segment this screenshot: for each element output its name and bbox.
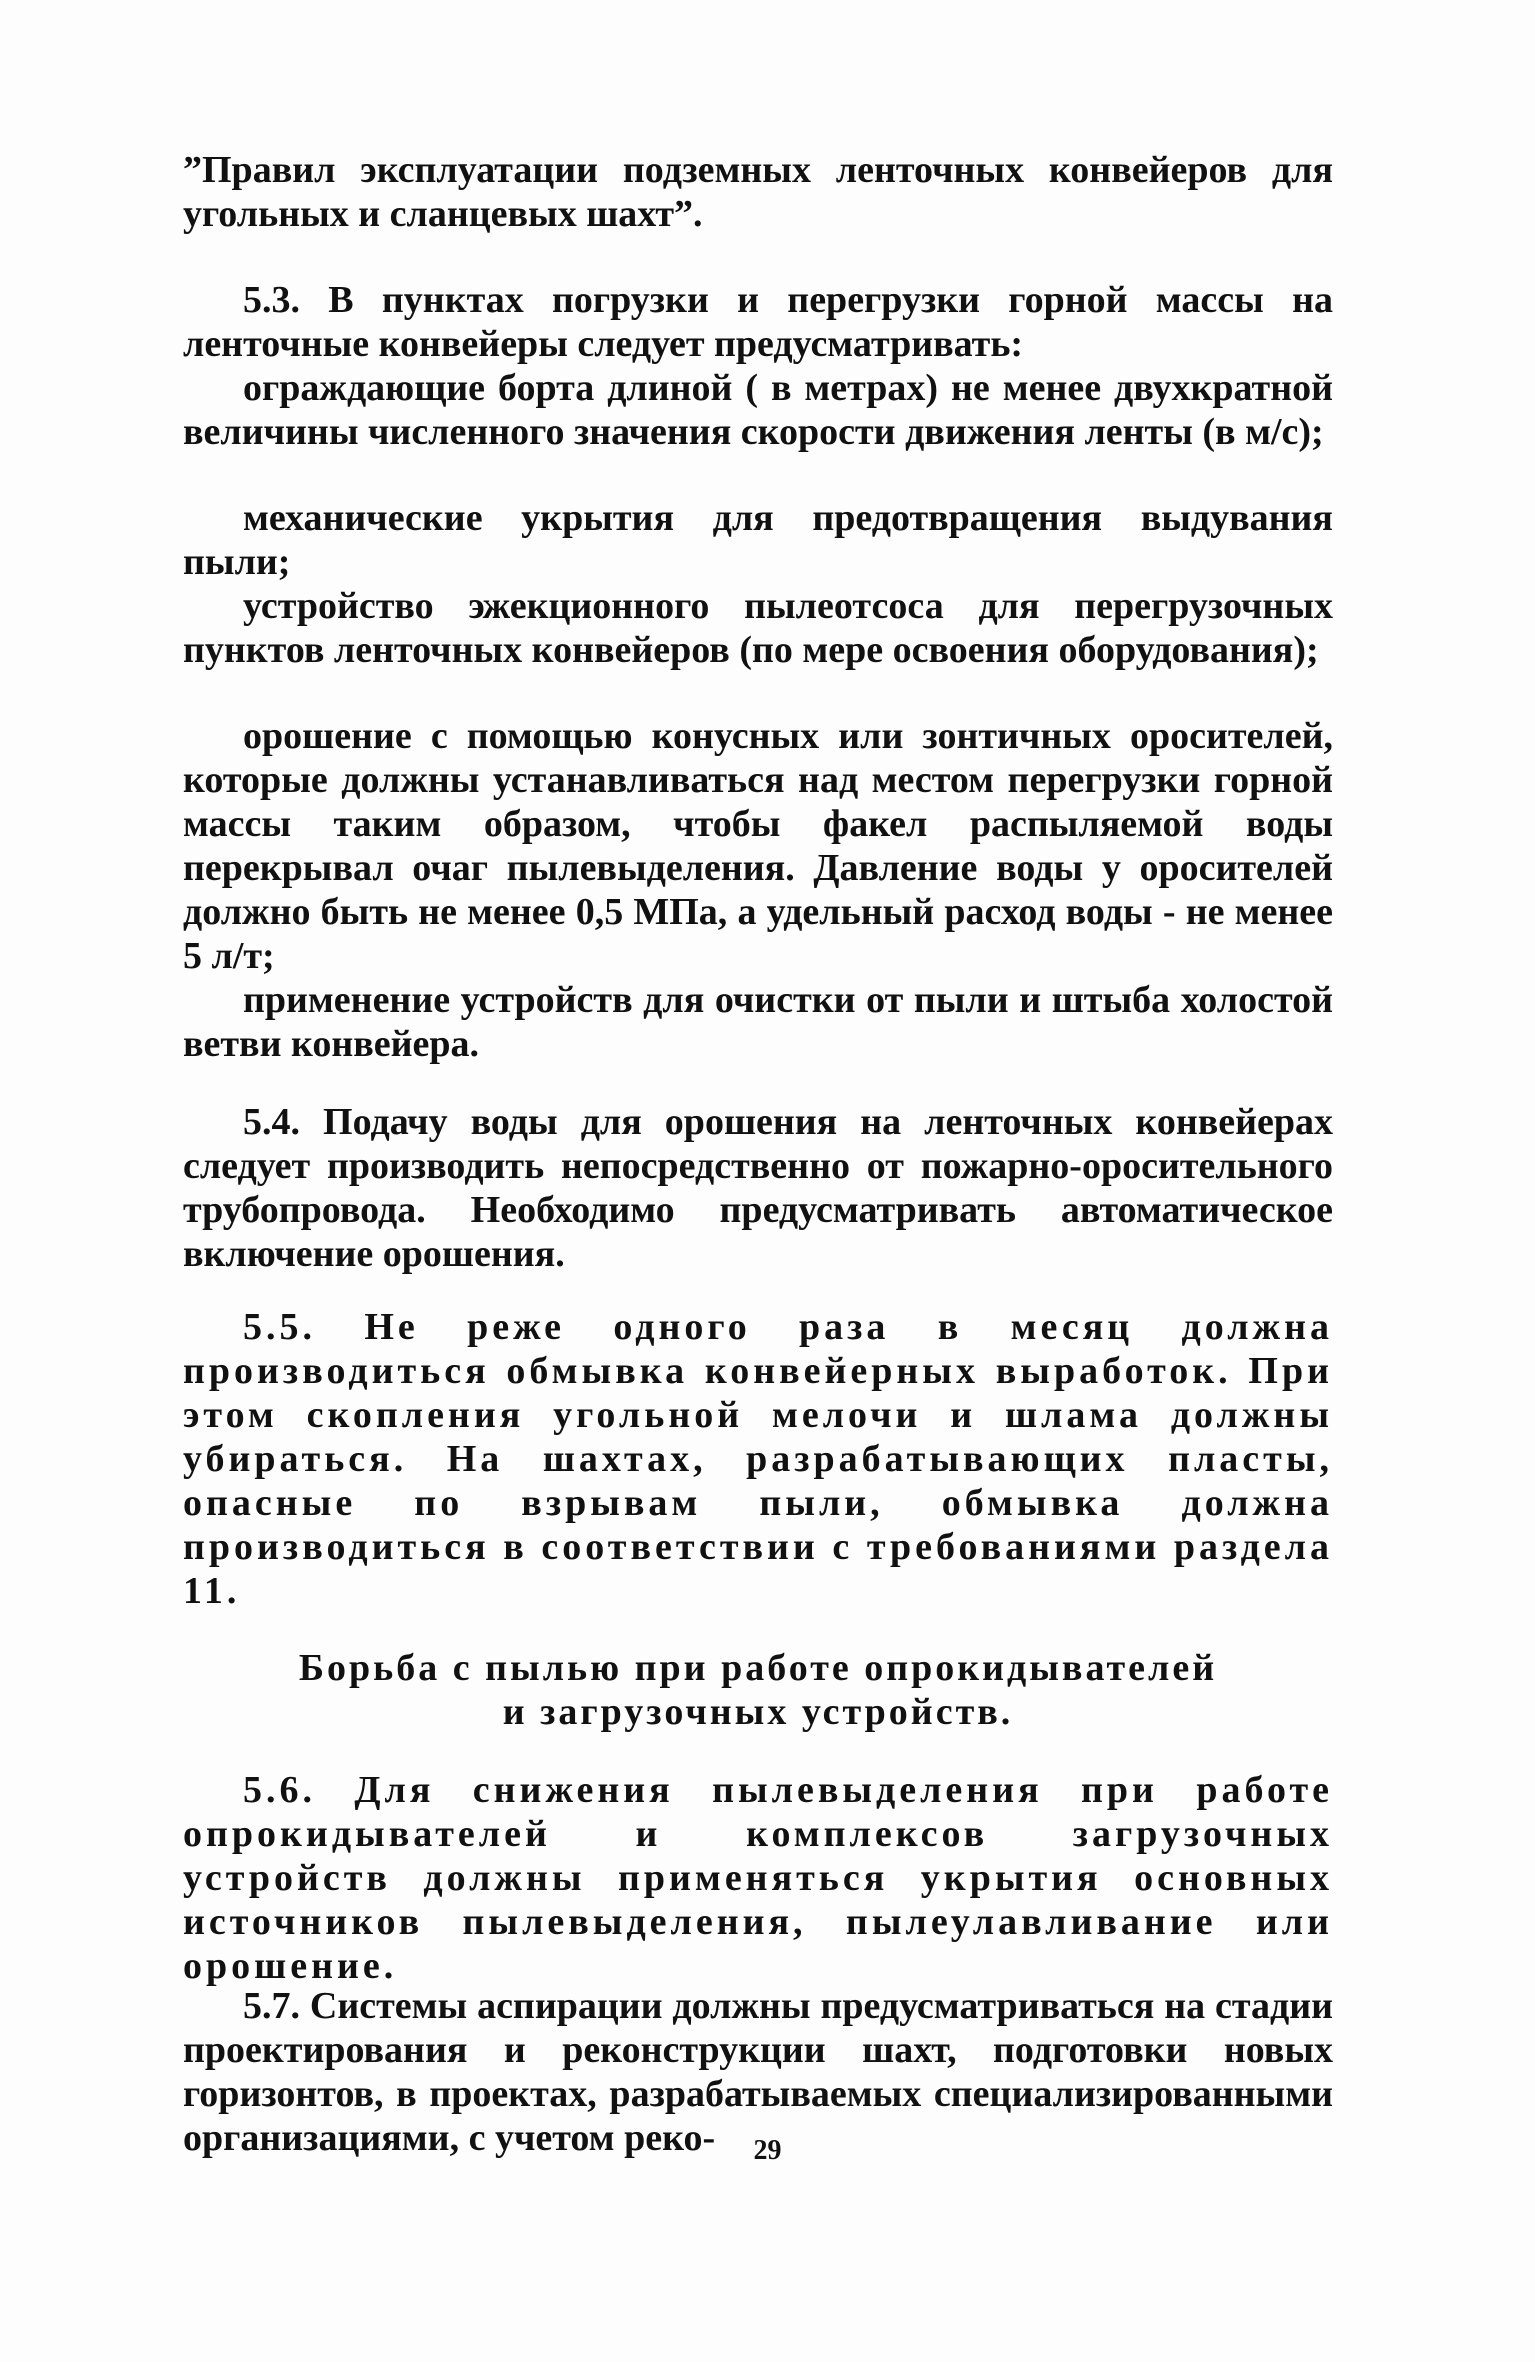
page-number: 29 [753, 2135, 782, 2166]
section-5-5-paragraph: 5.5. Не реже одного раза в месяц должна производиться обмывка конвейерных выработок. При этом скопления угольной мелочи и шлама должны убираться. На шахтах, разрабатывающих пласты, опасные по взрывам пыли, обмывка должна производиться в соответствии с требованиями раздела 11. [183, 1306, 1333, 1612]
section-5-3-lead: 5.3. В пунктах погрузки и перегрузки горной массы на ленточные конвейеры следует предусматривать: [183, 279, 1333, 365]
section-heading-line-2: и загрузочных устройств. [502, 1691, 1014, 1733]
section-5-3-item-1: ограждающие борта длиной ( в метрах) не менее двухкратной величины численного значения скорости движения ленты (в м/с); [183, 367, 1333, 453]
section-5-3-item-3: устройство эжекционного пылеотсоса для перегрузочных пунктов ленточных конвейеров (по мере освоения оборудования); [183, 585, 1333, 671]
section-5-3-item-5: применение устройств для очистки от пыли и штыба холостой ветви конвейера. [183, 979, 1333, 1065]
section-5-3-item-4: орошение с помощью конусных или зонтичных оросителей, которые должны устанавливаться над местом перегрузки горной массы таким образом, чтобы факел распыляемой воды перекрывал очаг пылевыделения. Давление воды у оросителей должно быть не менее 0,5 МПа, а удельный расход воды - не менее 5 л/т; [183, 715, 1333, 977]
section-heading [183, 1646, 1333, 1734]
section-5-3-item-2: механические укрытия для предотвращения выдувания пыли; [183, 497, 1333, 583]
section-5-7-paragraph: 5.7. Системы аспирации должны предусматриваться на стадии проектирования и реконструкции шахт, подготовки новых горизонтов, в проектах, разрабатываемых специализированными организациями, с учетом реко- [183, 1985, 1333, 2159]
section-heading-line-1: Борьба с пылью при работе опрокидывателей [298, 1647, 1218, 1689]
section-5-4-paragraph: 5.4. Подачу воды для орошения на ленточных конвейерах следует производить непосредственно от пожарно-оросительного трубопровода. Необходимо предусматривать автоматическое включение орошения. [183, 1101, 1333, 1275]
intro-paragraph: ”Правил эксплуатации подземных ленточных конвейеров для угольных и сланцевых шахт”. [183, 149, 1333, 235]
section-5-6-paragraph: 5.6. Для снижения пылевыделения при работе опрокидывателей и комплексов загрузочных устройств должны применяться укрытия основных источников пылевыделения, пылеулавливание или орошение. [183, 1769, 1333, 1987]
